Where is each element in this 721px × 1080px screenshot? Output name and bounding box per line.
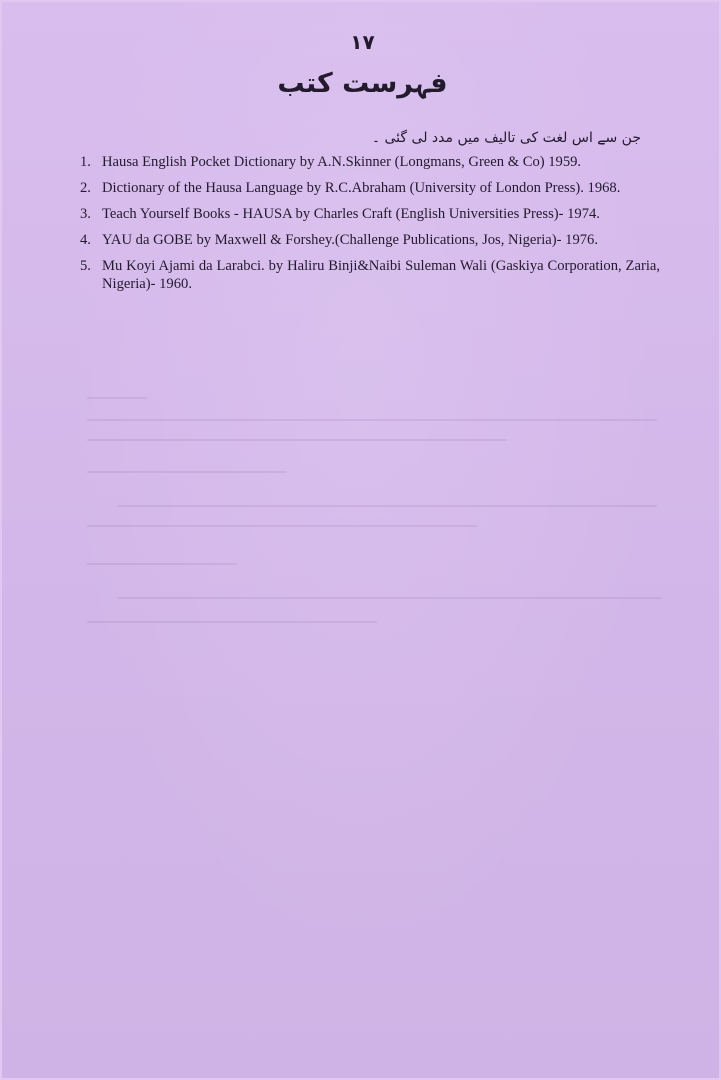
reference-text: Dictionary of the Hausa Language by R.C.Abraham (University of London Press). 1968. <box>102 180 621 196</box>
page-number: ١٧ <box>350 30 375 54</box>
reference-number: 2. <box>80 180 91 196</box>
reference-item <box>80 179 660 197</box>
reference-text: Mu Koyi Ajami da Larabci. by Haliru Binji&Naibi Suleman Wali (Gaskiya Corporation, Zaria, Nigeria)- 1960. <box>102 258 660 292</box>
reference-item <box>80 205 660 223</box>
page-title: فہرست کتب <box>277 68 448 99</box>
reference-item <box>80 231 660 249</box>
show-through-texture <box>77 397 662 637</box>
reference-text: Teach Yourself Books - HAUSA by Charles Craft (English Universities Press)- 1974. <box>102 206 600 222</box>
reference-number: 4. <box>80 232 91 248</box>
reference-item <box>80 153 660 171</box>
reference-text: YAU da GOBE by Maxwell & Forshey.(Challenge Publications, Jos, Nigeria)- 1976. <box>102 232 598 248</box>
reference-number: 3. <box>80 206 91 222</box>
reference-number: 5. <box>80 258 91 274</box>
reference-number: 1. <box>80 154 91 170</box>
reference-text: Hausa English Pocket Dictionary by A.N.Skinner (Longmans, Green & Co) 1959. <box>102 154 582 170</box>
reference-list <box>80 153 660 301</box>
reference-item <box>80 257 660 293</box>
intro-text: جن سے اس لغت کی تالیف میں مدد لی گئی ۔ <box>371 130 641 146</box>
